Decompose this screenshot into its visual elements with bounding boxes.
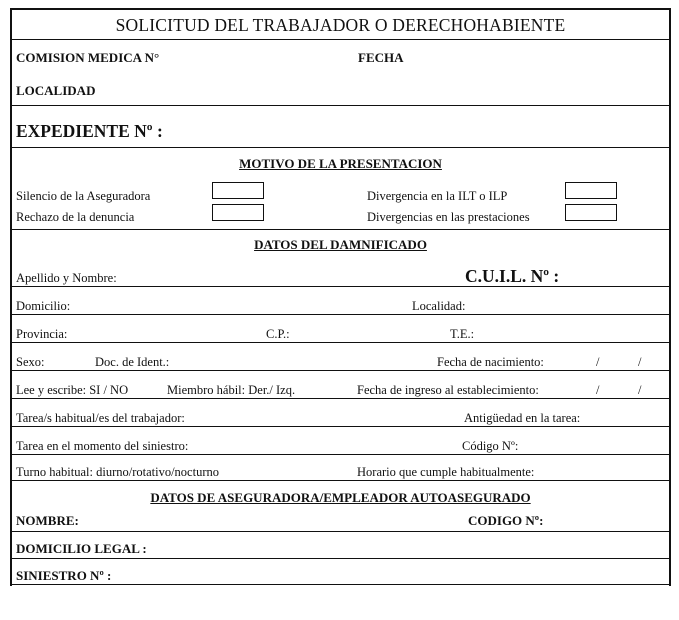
option-divergencias-prestaciones: Divergencias en las prestaciones (367, 210, 530, 224)
checkbox-rechazo[interactable] (212, 204, 264, 221)
claim-form (10, 8, 671, 586)
field-line-tarea-habitual[interactable] (12, 426, 669, 427)
ingreso-sep-1: / (596, 383, 600, 397)
field-line-tarea-siniestro[interactable] (12, 454, 669, 455)
nacimiento-sep-2: / (638, 355, 642, 369)
divider-title (12, 39, 669, 40)
divider-expediente (12, 147, 669, 148)
comision-label: COMISION MEDICA N° (16, 50, 160, 65)
divider-header (12, 105, 669, 106)
miembro-label: Miembro hábil: Der./ Izq. (167, 383, 296, 397)
fecha-label: FECHA (358, 50, 404, 65)
form-title: SOLICITUD DEL TRABAJADOR O DERECHOHABIENTE (115, 15, 566, 35)
checkbox-silencio[interactable] (212, 182, 264, 199)
divider-siniestro (12, 584, 669, 585)
te-label: T.E.: (450, 327, 475, 341)
divider-domicilio-legal (12, 558, 669, 559)
doc-label: Doc. de Ident.: (95, 355, 170, 369)
divider-motivo (12, 229, 669, 230)
option-silencio: Silencio de la Aseguradora (16, 189, 151, 203)
damnificado-heading: DATOS DEL DAMNIFICADO (254, 237, 427, 252)
antiguedad-label: Antigüedad en la tarea: (464, 411, 581, 425)
checkbox-divergencia-ilt[interactable] (565, 182, 617, 199)
divider-nombre (12, 531, 669, 532)
cuil-label: C.U.I.L. Nº : (465, 266, 560, 286)
codigo-aseguradora-label: CODIGO Nº: (468, 513, 544, 528)
nombre-label: NOMBRE: (16, 513, 79, 528)
localidad-label: LOCALIDAD (16, 83, 96, 98)
nacimiento-sep-1: / (596, 355, 600, 369)
horario-label: Horario que cumple habitualmente: (357, 465, 535, 479)
nacimiento-label: Fecha de nacimiento: (437, 355, 544, 369)
ingreso-sep-2: / (638, 383, 642, 397)
ingreso-label: Fecha de ingreso al establecimiento: (357, 383, 539, 397)
option-rechazo: Rechazo de la denuncia (16, 210, 135, 224)
field-line-apellido[interactable] (12, 286, 669, 287)
codigo-label: Código Nº: (462, 439, 519, 453)
tarea-siniestro-label: Tarea en el momento del siniestro: (16, 439, 189, 453)
field-line-sexo[interactable] (12, 370, 669, 371)
expediente-label: EXPEDIENTE Nº : (16, 121, 163, 141)
localidad-field-label: Localidad: (412, 299, 466, 313)
provincia-label: Provincia: (16, 327, 68, 341)
field-line-domicilio[interactable] (12, 314, 669, 315)
motivo-heading: MOTIVO DE LA PRESENTACION (239, 156, 442, 171)
lee-escribe-label: Lee y escribe: SI / NO (16, 383, 129, 397)
cp-label: C.P.: (266, 327, 290, 341)
domicilio-legal-label: DOMICILIO LEGAL : (16, 541, 147, 556)
field-line-lee[interactable] (12, 398, 669, 399)
siniestro-label: SINIESTRO Nº : (16, 568, 112, 583)
option-divergencia-ilt: Divergencia en la ILT o ILP (367, 189, 508, 203)
sexo-label: Sexo: (16, 355, 45, 369)
checkbox-divergencias-prestaciones[interactable] (565, 204, 617, 221)
field-line-provincia[interactable] (12, 342, 669, 343)
apellido-label: Apellido y Nombre: (16, 271, 117, 285)
domicilio-label: Domicilio: (16, 299, 71, 313)
turno-label: Turno habitual: diurno/rotativo/nocturno (16, 465, 219, 479)
aseguradora-heading: DATOS DE ASEGURADORA/EMPLEADOR AUTOASEGURADO (150, 490, 531, 505)
tarea-habitual-label: Tarea/s habitual/es del trabajador: (16, 411, 185, 425)
divider-damnificado (12, 480, 669, 481)
